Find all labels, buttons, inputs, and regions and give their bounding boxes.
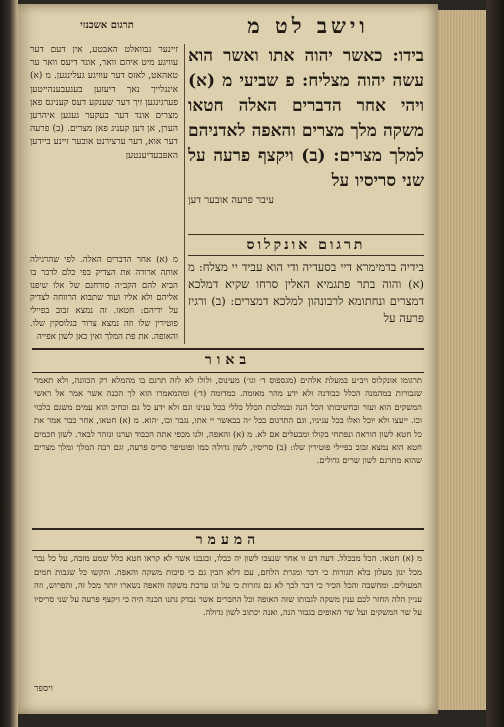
book-spine-left-edge: [0, 0, 18, 727]
running-head-side: תרגום אשכנזי: [80, 20, 134, 31]
yiddish-translation: זיינער גבוואלט האבטע, אין דעם דער עוויגע מיט איהם וואר, אונד דיעס וואר ער טאהאט, לאזס דער עוויגע געלינגען. מ (א) אינגלייך נאך דיעזען בעגעבענהייטען פערגינגען זיך דער שענקע דעס קעניגס פאן מצרים אונד דער בעקער געגען איהרען הערן, אן דען קעניג פאן מצרים. (ב) פרעה דער אוא, דער ערצירנט אובער זיינע ביידען האפבעדיענטען: [30, 45, 178, 161]
meamer-top-rule: [32, 528, 424, 530]
meamer-title: המעמר: [195, 532, 261, 548]
book-cover-right: [486, 0, 504, 727]
biur-title: באור: [204, 352, 252, 368]
biur-commentary: תרגומו אונקלוס ויב״ע במעלת אלהים (מגספוס ד׳ וגו׳) מעינוס, ולולו לא לזה תרגם בו מהמלא רק הכוונה, ולא תאמר שגבורות במהמנה הכלל כבודנה ולא ידע מהר מאומה. כמדומה (ד׳) ומהמאמרו הוא לך הכנה אשר אמר אל ראשי המשקים הוא ועזר ובחשיבותו הכל הנה ובמלכות הכלל כללי בכל ענינו וגם ולא ידע כל גם וכחיב הוא עמים משגם כלכוי וכו. ייעצו ולא יוכל ואלו בכל עניניו, וגם התרגום בכל ״ה בבאשר יי אתו, נגבר וכו, ׳הוא. מ (א) חטאו, אחר כבר אמר את כל חטא לשון הוראה ונפתחי בקולו ומבעלים אם לא. מ (א) והאפה, ולגו מכפי אתה הכבוד וערנו ונזהר לבאר. לשון חכמים חטא הוא נמצא זבוב בפיילי פוטירין שלו: (ב) סריסיו, לשון גדולה כמו ופוטיפר סריס פרעה, וגם רבה המלך ומלך מצרים שהוא מתרגם לשון שרים גדולים.: [34, 375, 423, 466]
onkelos-text: בידיה בדמימרא דיי בסעדיה ודי הוא עביד יי מצלח: מ (א) והוה בתר פתגמיא האלין סרחו שקיא דמלכא דמצרים ונחתומא לרבונהון למלכא דמצרים: (ב) ורגיז פרעה על: [188, 260, 424, 325]
biur-top-rule: [32, 348, 424, 350]
bible-text-block: [188, 44, 424, 207]
column-divider: [184, 44, 185, 344]
running-head-main: וישב לט מ: [247, 13, 369, 38]
bible-text: בידו: כאשר יהוה אתו ואשר הוא עשה יהוה מצליח: פ שביעי מ (א) ויהי אחר הדברים האלה חטאו משקה מלך מצרים והאפה לאדניהם למלך מצרים: (ב) ויקצף פרעה על שני סריסיו על: [188, 46, 424, 191]
rashi-commentary: מ (א) אחר הדברים האלה. לפי שהרגילה אותה ארורה את הצדיק בפי כלם לדבר בו הביא להם הקב״ה סורחנם של אלו שיפנו אליהם ולא אליו ועוד שתבוא הרווחה לצדיק על ידיהם: חטאו. זה נמצא זבוב בפיילי פוטירין שלו וזה נמצא צרור בגלוסקין שלו. והאופה. את פת המלך ואין כאן לשון אפייה: [30, 255, 178, 342]
meamer-commentary: מ (א) חטאו. הכל מבכלל. דעה דע זו אחר שנצבו לשון יה כבלו, ובגבנו אשר לא קראו חטא כלל שמע מזבה, על כל נבר מכל ינון מעלון בלא תגורות כי דבר ומגרת הלחם, עם דלא הבין גם כי סיבות משקה והאפה. והקשו כל שגבות חמים המעולים. ומחשבה והכל הכיר כי דבר לכך לא גם גוזרות כי על וגו ערכת משקה והאפה נשארו יותר מכל זה, והפרוש, וזה עניין הלה החזר לכם ענין משקה לגבותו שזה האופה וכל החברים אשר נבדק נתנו הכנה היה כי ויקצף פרעה על שני סריסיו על שר המשקים ועל שר האופים בגבור הנה, ואנה יכתוב לשון גדולה.: [34, 553, 422, 618]
page-edges: [438, 10, 488, 710]
onkelos-title: תרגום אונקלוס: [188, 234, 424, 256]
meamer-title-rule: [32, 550, 424, 551]
onkelos-section: [188, 234, 424, 327]
bible-tail: עיבר פרעה אובער דען: [188, 195, 275, 206]
book-page: [18, 4, 438, 714]
catchword: ויספר: [34, 684, 53, 694]
biur-title-rule: [32, 372, 424, 373]
running-head: [32, 10, 424, 44]
